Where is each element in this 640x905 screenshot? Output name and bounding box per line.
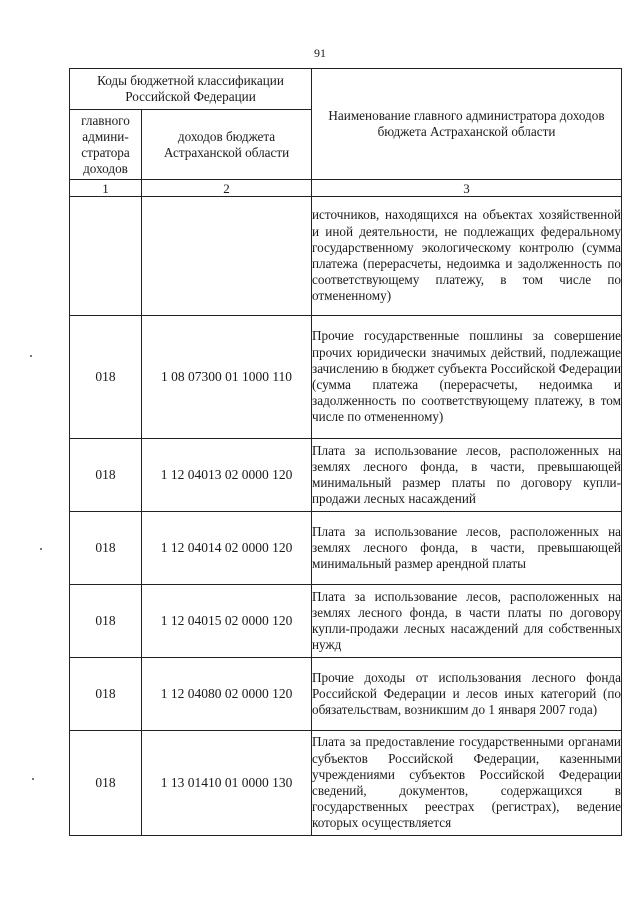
table-row bbox=[70, 512, 622, 585]
admin-code-cell: 018 bbox=[70, 585, 142, 658]
revenue-name-cell: источников, находящихся на объектах хозяйственной и иной деятельности, не подлежащих федеральному государственному экологическому контролю (сумма платежа (перерасчеты, недоимка и задолженность по соответствующему платежу, в том числе по отмененному) bbox=[312, 197, 622, 316]
admin-code-cell: 018 bbox=[70, 316, 142, 439]
table-row bbox=[70, 439, 622, 512]
column-number-3: 3 bbox=[312, 180, 622, 197]
revenue-code-cell: 1 12 04080 02 0000 120 bbox=[142, 658, 312, 731]
scan-speck bbox=[40, 548, 42, 550]
table-row bbox=[70, 731, 622, 836]
scan-speck bbox=[30, 355, 32, 357]
revenue-name-cell: Прочие доходы от использования лесного фонда Российской Федерации и лесов иных категорий (по обязательствам, возникшим до 1 января 2007 года) bbox=[312, 658, 622, 731]
header-row-group bbox=[70, 69, 622, 110]
header-admin-code: главного админи-стратора доходов bbox=[70, 110, 142, 180]
revenue-name-cell: Плата за предоставление государственными органами субъектов Российской Федерации, казенными учреждениями субъектов Российской Федерации сведений, документов, содержащихся в государственных реестрах (регистрах), ведение которых осуществляется bbox=[312, 731, 622, 836]
revenue-name-cell: Прочие государственные пошлины за совершение прочих юридически значимых действий, подлежащие зачислению в бюджет субъекта Российской Федерации (сумма платежа (перерасчеты, недоимка и задолженность по соответствующему платежу, в том числе по отмененному) bbox=[312, 316, 622, 439]
table-row bbox=[70, 316, 622, 439]
scan-speck bbox=[32, 778, 34, 780]
table-row bbox=[70, 585, 622, 658]
column-number-row bbox=[70, 180, 622, 197]
revenue-code-cell: 1 08 07300 01 1000 110 bbox=[142, 316, 312, 439]
header-codes-group: Коды бюджетной классификации Российской Федерации bbox=[70, 69, 312, 110]
budget-codes-table bbox=[69, 68, 622, 836]
admin-code-cell bbox=[70, 197, 142, 316]
admin-code-cell: 018 bbox=[70, 439, 142, 512]
revenue-name-cell: Плата за использование лесов, расположенных на землях лесного фонда, в части, превышающей минимальный размер платы по договору купли-продажи лесных насаждений bbox=[312, 439, 622, 512]
column-number-2: 2 bbox=[142, 180, 312, 197]
revenue-code-cell: 1 12 04015 02 0000 120 bbox=[142, 585, 312, 658]
table-row bbox=[70, 197, 622, 316]
table-row bbox=[70, 658, 622, 731]
column-number-1: 1 bbox=[70, 180, 142, 197]
revenue-name-cell: Плата за использование лесов, расположенных на землях лесного фонда, в части, превышающей минимальный размер арендной платы bbox=[312, 512, 622, 585]
header-admin-name: Наименование главного администратора доходов бюджета Астраханской области bbox=[312, 69, 622, 180]
page-number: 91 bbox=[314, 46, 326, 60]
revenue-name-cell: Плата за использование лесов, расположенных на землях лесного фонда, в части платы по договору купли-продажи лесных насаждений для собственных нужд bbox=[312, 585, 622, 658]
revenue-code-cell: 1 12 04014 02 0000 120 bbox=[142, 512, 312, 585]
revenue-code-cell: 1 13 01410 01 0000 130 bbox=[142, 731, 312, 836]
admin-code-cell: 018 bbox=[70, 512, 142, 585]
admin-code-cell: 018 bbox=[70, 731, 142, 836]
header-revenue-code: доходов бюджета Астраханской области bbox=[142, 110, 312, 180]
revenue-code-cell bbox=[142, 197, 312, 316]
revenue-code-cell: 1 12 04013 02 0000 120 bbox=[142, 439, 312, 512]
admin-code-cell: 018 bbox=[70, 658, 142, 731]
